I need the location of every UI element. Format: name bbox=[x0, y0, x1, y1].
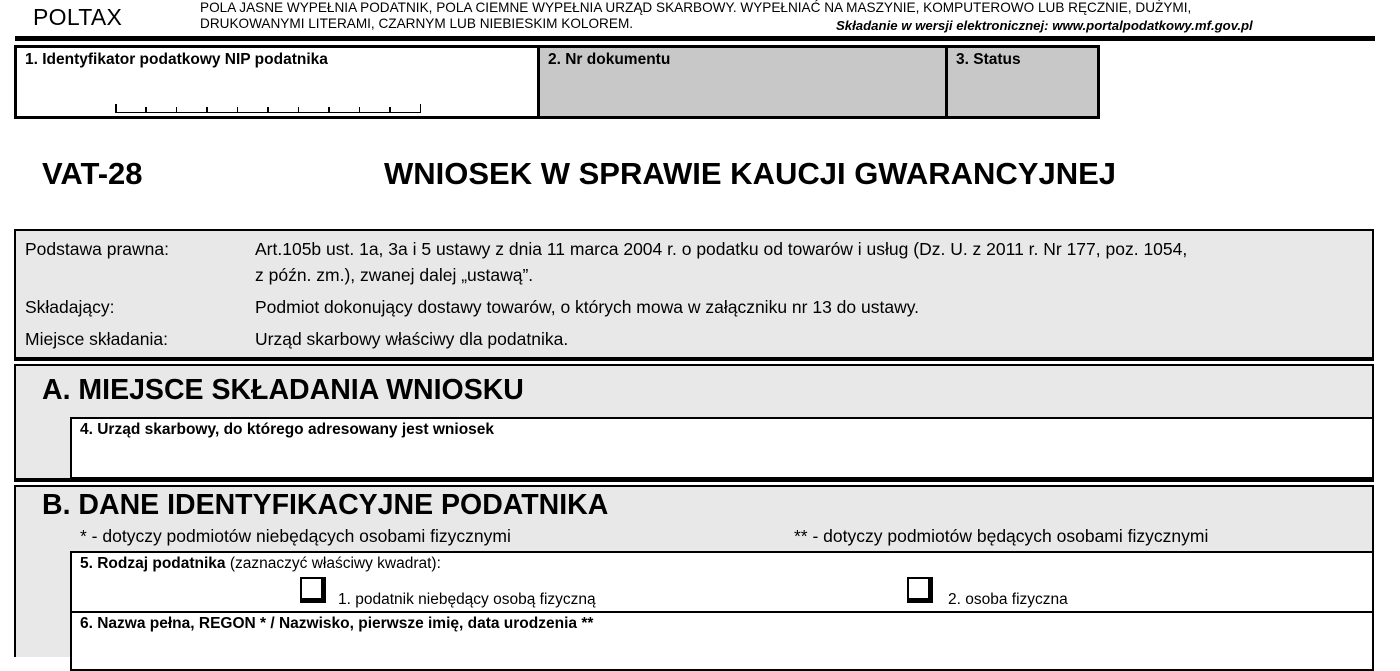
note-legal-entities: * - dotyczy podmiotów niebędących osobami fizycznymi bbox=[80, 526, 511, 546]
section-b-title: B. DANE IDENTYFIKACYJNE PODATNIKA bbox=[42, 489, 609, 521]
document-number-label: 2. Nr dokumentu bbox=[548, 51, 671, 68]
note-natural-persons: ** - dotyczy podmiotów będących osobami fizycznymi bbox=[794, 526, 1209, 546]
taxpayer-type-hint: (zaznaczyć właściwy kwadrat): bbox=[229, 555, 441, 572]
fill-instructions-line1: POLA JASNE WYPEŁNIA PODATNIK, POLA CIEMNE WYPEŁNIA URZĄD SKARBOWY. WYPEŁNIAĆ NA MASZYNIE, KOMPUTEROWO LUB RĘCZNIE, DUŻYMI, bbox=[200, 0, 1192, 15]
nip-digit-tick bbox=[389, 107, 391, 112]
filing-place-value: Urząd skarbowy właściwy dla podatnika. bbox=[255, 329, 569, 349]
section-b bbox=[14, 487, 1374, 657]
nip-digit-tick bbox=[176, 107, 178, 112]
legal-basis-line1: Art.105b ust. 1a, 3a i 5 ustawy z dnia 11 marca 2004 r. o podatku od towarów i usług (Dz. U. z 2011 r. Nr 177, poz. 1054, bbox=[255, 239, 1188, 259]
taxpayer-type-field bbox=[70, 551, 1374, 613]
fill-instructions-line2: DRUKOWANYMI LITERAMI, CZARNYM LUB NIEBIESKIM KOLOREM. bbox=[200, 16, 634, 31]
nip-digit-tick bbox=[206, 107, 208, 112]
taxpayer-type-label: 5. Rodzaj podatnika bbox=[80, 555, 226, 572]
filing-place-label: Miejsce składania: bbox=[25, 329, 168, 349]
checkbox-legal-entity[interactable] bbox=[300, 577, 326, 603]
nip-digit-tick bbox=[145, 107, 147, 112]
nip-digit-tick bbox=[420, 104, 422, 112]
nip-box[interactable] bbox=[17, 48, 537, 116]
nip-digit-tick bbox=[359, 107, 361, 112]
section-a bbox=[14, 366, 1374, 478]
nip-digit-tick bbox=[237, 107, 239, 112]
nip-label: 1. Identyfikator podatkowy NIP podatnika bbox=[25, 51, 328, 68]
option-natural-person-label: 2. osoba fizyczna bbox=[948, 591, 1068, 608]
status-box bbox=[945, 48, 1097, 116]
top-boxes bbox=[14, 45, 1100, 119]
nip-digit-tick bbox=[267, 107, 269, 112]
document-number-box bbox=[537, 48, 945, 116]
nip-digit-tick bbox=[328, 107, 330, 112]
full-name-field[interactable] bbox=[70, 611, 1374, 671]
poltax-logo-text: POLTAX bbox=[33, 4, 123, 30]
checkbox-natural-person[interactable] bbox=[907, 577, 933, 603]
filer-value: Podmiot dokonujący dostawy towarów, o których mowa w załączniku nr 13 do ustawy. bbox=[255, 297, 920, 317]
section-divider bbox=[14, 357, 1374, 361]
option-legal-entity-label: 1. podatnik niebędący osobą fizyczną bbox=[338, 591, 596, 608]
form-title: WNIOSEK W SPRAWIE KAUCJI GWARANCYJNEJ bbox=[384, 156, 1117, 191]
section-divider bbox=[14, 478, 1374, 482]
filer-label: Składający: bbox=[25, 297, 115, 317]
header-divider bbox=[15, 36, 1375, 41]
nip-digit-tick bbox=[115, 104, 117, 112]
full-name-label: 6. Nazwa pełna, REGON * / Nazwisko, pierwsze imię, data urodzenia ** bbox=[80, 615, 594, 632]
electronic-filing-note: Składanie w wersji elektronicznej: www.portalpodatkowy.mf.gov.pl bbox=[836, 18, 1253, 33]
legal-basis-line2: z późn. zm.), zwanej dalej „ustawą”. bbox=[255, 265, 534, 285]
legal-basis-label: Podstawa prawna: bbox=[25, 239, 169, 259]
nip-digit-scale bbox=[115, 104, 421, 113]
status-label: 3. Status bbox=[956, 51, 1021, 68]
form-code: VAT-28 bbox=[42, 156, 143, 191]
section-a-title: A. MIEJSCE SKŁADANIA WNIOSKU bbox=[42, 374, 524, 406]
tax-office-label: 4. Urząd skarbowy, do którego adresowany jest wniosek bbox=[80, 421, 495, 438]
legal-basis-panel bbox=[14, 229, 1374, 359]
tax-office-field[interactable] bbox=[70, 417, 1374, 479]
nip-digit-tick bbox=[298, 107, 300, 112]
